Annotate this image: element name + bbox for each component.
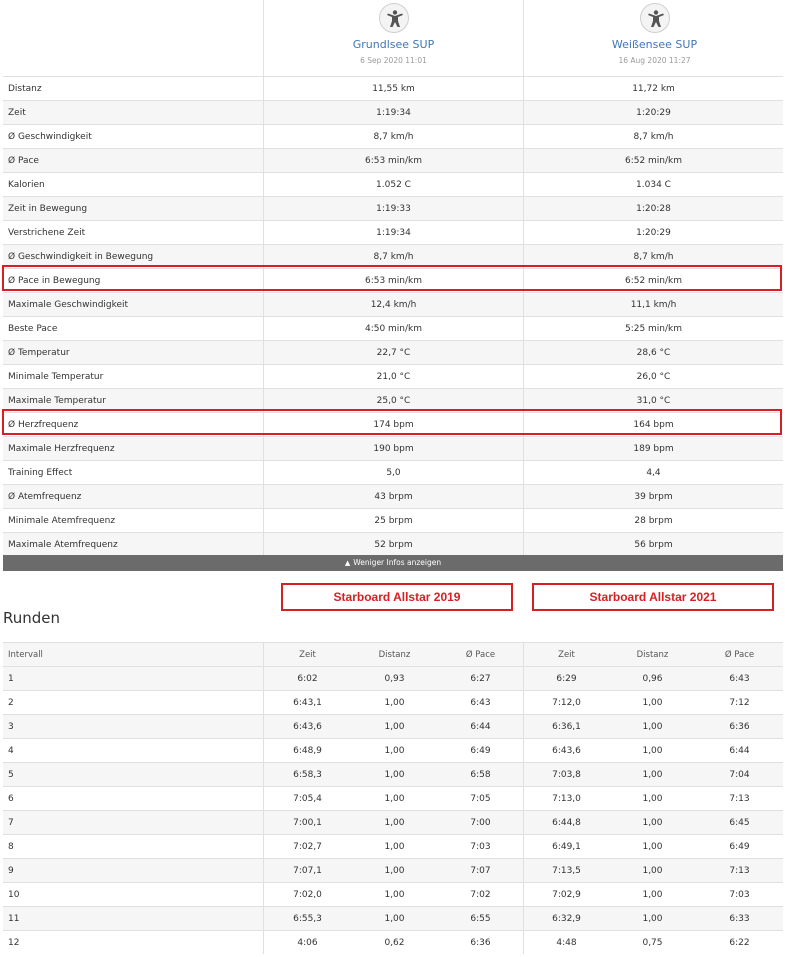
lap-cell: 1,00 xyxy=(384,793,405,804)
lap-cell: 0,93 xyxy=(384,673,405,684)
lap-cell: 11 xyxy=(8,913,20,924)
stat-value-1: 4:50 min/km xyxy=(263,317,523,340)
lap-cell: 7:02,7 xyxy=(263,835,351,858)
lap-cell: 1,00 xyxy=(384,841,405,852)
stat-label: Maximale Herzfrequenz xyxy=(8,443,115,454)
laps-column-header: Ø Pace xyxy=(465,649,496,660)
stat-value-1: 1:19:33 xyxy=(263,197,523,220)
lap-cell: 6:44 xyxy=(729,745,750,756)
lap-cell: 6:55,3 xyxy=(263,907,351,930)
stat-value-2: 8,7 km/h xyxy=(523,125,783,148)
lap-cell: 7:03,8 xyxy=(523,763,609,786)
lap-cell: 6:55 xyxy=(470,913,491,924)
stat-value-1: 43 brpm xyxy=(263,485,523,508)
stat-row xyxy=(3,76,783,100)
stat-value-1: 12,4 km/h xyxy=(263,293,523,316)
stat-label: Verstrichene Zeit xyxy=(8,227,86,238)
stat-value-2: 28 brpm xyxy=(523,509,783,532)
stat-label: Ø Temperatur xyxy=(8,347,70,358)
stat-value-2: 31,0 °C xyxy=(523,389,783,412)
stat-label: Ø Pace in Bewegung xyxy=(8,275,101,286)
sup-activity-icon xyxy=(379,3,409,33)
lap-row xyxy=(3,714,783,738)
activity-title-2[interactable]: Weißensee SUP xyxy=(611,38,698,51)
stat-value-2: 164 bpm xyxy=(523,413,783,436)
stat-row xyxy=(3,292,783,316)
stat-label: Minimale Temperatur xyxy=(8,371,104,382)
lap-cell: 1,00 xyxy=(642,697,663,708)
lap-cell: 6:43 xyxy=(729,673,750,684)
lap-row xyxy=(3,930,783,954)
lap-cell: 7:00,1 xyxy=(263,811,351,834)
lap-cell: 0,75 xyxy=(642,937,663,948)
laps-header-row xyxy=(3,642,783,666)
laps-column-header: Intervall xyxy=(8,649,43,660)
activity-column-1 xyxy=(263,0,523,76)
lap-cell: 6:49,1 xyxy=(523,835,609,858)
lap-cell: 7:05 xyxy=(470,793,491,804)
stat-value-2: 6:52 min/km xyxy=(523,269,783,292)
stat-row xyxy=(3,460,783,484)
lap-cell: 7:04 xyxy=(729,769,750,780)
lap-cell: 6:36,1 xyxy=(523,715,609,738)
stat-row xyxy=(3,100,783,124)
lap-cell: 1,00 xyxy=(384,817,405,828)
stat-label: Beste Pace xyxy=(8,323,58,334)
lap-cell: 1,00 xyxy=(642,841,663,852)
stat-value-2: 1:20:29 xyxy=(523,101,783,124)
stat-label: Ø Atemfrequenz xyxy=(8,491,82,502)
lap-cell: 6:43,6 xyxy=(523,739,609,762)
comparison-header xyxy=(0,0,785,76)
lap-cell: 1,00 xyxy=(384,769,405,780)
lap-cell: 5 xyxy=(8,769,14,780)
lap-row xyxy=(3,738,783,762)
lap-cell: 7:02,9 xyxy=(523,883,609,906)
lap-cell: 10 xyxy=(8,889,20,900)
lap-cell: 7:03 xyxy=(470,841,491,852)
stat-value-2: 4,4 xyxy=(523,461,783,484)
lap-cell: 7:13 xyxy=(729,793,750,804)
stat-value-1: 8,7 km/h xyxy=(263,245,523,268)
lap-cell: 1,00 xyxy=(642,769,663,780)
stat-value-2: 56 brpm xyxy=(523,533,783,556)
lap-cell: 1,00 xyxy=(642,913,663,924)
lap-cell: 6:43 xyxy=(470,697,491,708)
lap-row xyxy=(3,834,783,858)
lap-cell: 7:03 xyxy=(729,889,750,900)
stat-label: Maximale Temperatur xyxy=(8,395,106,406)
stat-label: Maximale Atemfrequenz xyxy=(8,539,118,550)
lap-cell: 7:13 xyxy=(729,865,750,876)
stat-value-2: 8,7 km/h xyxy=(523,245,783,268)
stat-label: Minimale Atemfrequenz xyxy=(8,515,116,526)
lap-cell: 6:36 xyxy=(470,937,491,948)
stat-value-2: 11,72 km xyxy=(523,77,783,100)
stat-value-2: 39 brpm xyxy=(523,485,783,508)
stats-table xyxy=(3,76,783,556)
stat-label: Ø Geschwindigkeit xyxy=(8,131,92,142)
stat-row xyxy=(3,364,783,388)
stat-value-1: 190 bpm xyxy=(263,437,523,460)
lap-row xyxy=(3,906,783,930)
lap-cell: 1,00 xyxy=(642,721,663,732)
stat-row xyxy=(3,340,783,364)
stat-value-2: 1.034 C xyxy=(523,173,783,196)
lap-cell: 1,00 xyxy=(384,745,405,756)
lap-row xyxy=(3,666,783,690)
lap-cell: 7:02 xyxy=(470,889,491,900)
lap-cell: 1 xyxy=(8,673,14,684)
lap-cell: 6:49 xyxy=(470,745,491,756)
stat-value-1: 52 brpm xyxy=(263,533,523,556)
lap-cell: 1,00 xyxy=(642,889,663,900)
stat-value-1: 21,0 °C xyxy=(263,365,523,388)
lap-cell: 6:49 xyxy=(729,841,750,852)
lap-cell: 6:45 xyxy=(729,817,750,828)
lap-cell: 1,00 xyxy=(384,889,405,900)
lap-cell: 6:43,6 xyxy=(263,715,351,738)
lap-cell: 6:36 xyxy=(729,721,750,732)
lap-row xyxy=(3,786,783,810)
lap-cell: 4 xyxy=(8,745,14,756)
lap-cell: 7:12 xyxy=(729,697,750,708)
stat-value-2: 6:52 min/km xyxy=(523,149,783,172)
stat-label: Distanz xyxy=(8,83,42,94)
lap-cell: 6:27 xyxy=(470,673,491,684)
activity-date-2: 16 Aug 2020 11:27 xyxy=(618,56,691,65)
lap-cell: 7:07 xyxy=(470,865,491,876)
stat-label: Zeit xyxy=(8,107,26,118)
lap-cell: 6:29 xyxy=(523,667,609,690)
less-info-label: Weniger Infos anzeigen xyxy=(353,558,442,567)
lap-cell: 7:13,0 xyxy=(523,787,609,810)
highlight-pace-in-motion xyxy=(2,265,782,291)
stat-value-1: 8,7 km/h xyxy=(263,125,523,148)
lap-cell: 6:44,8 xyxy=(523,811,609,834)
lap-row xyxy=(3,762,783,786)
chevron-up-icon: ▲ xyxy=(344,559,351,567)
lap-cell: 8 xyxy=(8,841,14,852)
stat-row xyxy=(3,508,783,532)
laps-table xyxy=(3,642,783,954)
stat-value-1: 22,7 °C xyxy=(263,341,523,364)
lap-cell: 7:00 xyxy=(470,817,491,828)
lap-row xyxy=(3,858,783,882)
lap-cell: 1,00 xyxy=(384,721,405,732)
stat-value-1: 1:19:34 xyxy=(263,101,523,124)
lap-cell: 7 xyxy=(8,817,14,828)
stat-label: Ø Geschwindigkeit in Bewegung xyxy=(8,251,154,262)
lap-cell: 1,00 xyxy=(384,697,405,708)
stat-value-2: 1:20:28 xyxy=(523,197,783,220)
board-label-2: Starboard Allstar 2021 xyxy=(532,583,774,611)
lap-cell: 6:33 xyxy=(729,913,750,924)
lap-cell: 4:06 xyxy=(263,931,351,954)
lap-cell: 1,00 xyxy=(642,745,663,756)
lap-cell: 6:44 xyxy=(470,721,491,732)
less-info-toggle[interactable] xyxy=(3,555,783,571)
lap-cell: 6 xyxy=(8,793,14,804)
activity-date-1: 6 Sep 2020 11:01 xyxy=(360,56,427,65)
laps-column-header: Ø Pace xyxy=(724,649,755,660)
lap-cell: 6:22 xyxy=(729,937,750,948)
stat-value-1: 11,55 km xyxy=(263,77,523,100)
lap-cell: 4:48 xyxy=(523,931,609,954)
stat-value-1: 174 bpm xyxy=(263,413,523,436)
stat-row xyxy=(3,196,783,220)
stat-label: Ø Herzfrequenz xyxy=(8,419,79,430)
stat-row xyxy=(3,484,783,508)
lap-cell: 7:13,5 xyxy=(523,859,609,882)
stat-row xyxy=(3,316,783,340)
lap-cell: 1,00 xyxy=(384,865,405,876)
highlight-heart-rate xyxy=(2,409,782,435)
laps-column-header: Zeit xyxy=(263,643,351,666)
stat-label: Zeit in Bewegung xyxy=(8,203,88,214)
lap-cell: 0,96 xyxy=(642,673,663,684)
stat-value-1: 25,0 °C xyxy=(263,389,523,412)
stat-value-2: 1:20:29 xyxy=(523,221,783,244)
lap-cell: 7:02,0 xyxy=(263,883,351,906)
laps-column-header: Distanz xyxy=(636,649,669,660)
stat-value-1: 6:53 min/km xyxy=(263,149,523,172)
stat-row xyxy=(3,220,783,244)
board-label-1: Starboard Allstar 2019 xyxy=(281,583,513,611)
laps-column-header: Zeit xyxy=(523,643,609,666)
stat-value-1: 25 brpm xyxy=(263,509,523,532)
stat-value-2: 11,1 km/h xyxy=(523,293,783,316)
lap-cell: 1,00 xyxy=(642,793,663,804)
activity-title-1[interactable]: Grundlsee SUP xyxy=(352,38,435,51)
stat-row xyxy=(3,124,783,148)
stat-row xyxy=(3,436,783,460)
lap-cell: 1,00 xyxy=(642,817,663,828)
stat-label: Maximale Geschwindigkeit xyxy=(8,299,129,310)
lap-cell: 1,00 xyxy=(384,913,405,924)
stat-value-2: 189 bpm xyxy=(523,437,783,460)
stat-row xyxy=(3,172,783,196)
lap-cell: 2 xyxy=(8,697,14,708)
lap-cell: 7:05,4 xyxy=(263,787,351,810)
lap-cell: 3 xyxy=(8,721,14,732)
stat-row xyxy=(3,148,783,172)
lap-row xyxy=(3,882,783,906)
lap-cell: 6:48,9 xyxy=(263,739,351,762)
lap-row xyxy=(3,810,783,834)
lap-cell: 7:12,0 xyxy=(523,691,609,714)
stat-value-2: 26,0 °C xyxy=(523,365,783,388)
lap-cell: 6:43,1 xyxy=(263,691,351,714)
lap-cell: 1,00 xyxy=(642,865,663,876)
laps-column-header: Distanz xyxy=(378,649,411,660)
lap-cell: 0,62 xyxy=(384,937,405,948)
stat-label: Training Effect xyxy=(8,467,73,478)
activity-column-2 xyxy=(523,0,785,76)
lap-cell: 7:07,1 xyxy=(263,859,351,882)
lap-cell: 6:58 xyxy=(470,769,491,780)
lap-row xyxy=(3,690,783,714)
lap-cell: 6:02 xyxy=(263,667,351,690)
stat-value-1: 6:53 min/km xyxy=(263,269,523,292)
stat-value-1: 1:19:34 xyxy=(263,221,523,244)
lap-cell: 6:58,3 xyxy=(263,763,351,786)
stat-label: Ø Pace xyxy=(8,155,39,166)
stat-value-1: 1.052 C xyxy=(263,173,523,196)
stat-value-2: 5:25 min/km xyxy=(523,317,783,340)
lap-cell: 12 xyxy=(8,937,20,948)
lap-cell: 9 xyxy=(8,865,14,876)
laps-title: Runden xyxy=(3,609,61,627)
stat-value-2: 28,6 °C xyxy=(523,341,783,364)
stat-row xyxy=(3,532,783,556)
stat-value-1: 5,0 xyxy=(263,461,523,484)
stat-label: Kalorien xyxy=(8,179,45,190)
lap-cell: 6:32,9 xyxy=(523,907,609,930)
sup-activity-icon xyxy=(640,3,670,33)
